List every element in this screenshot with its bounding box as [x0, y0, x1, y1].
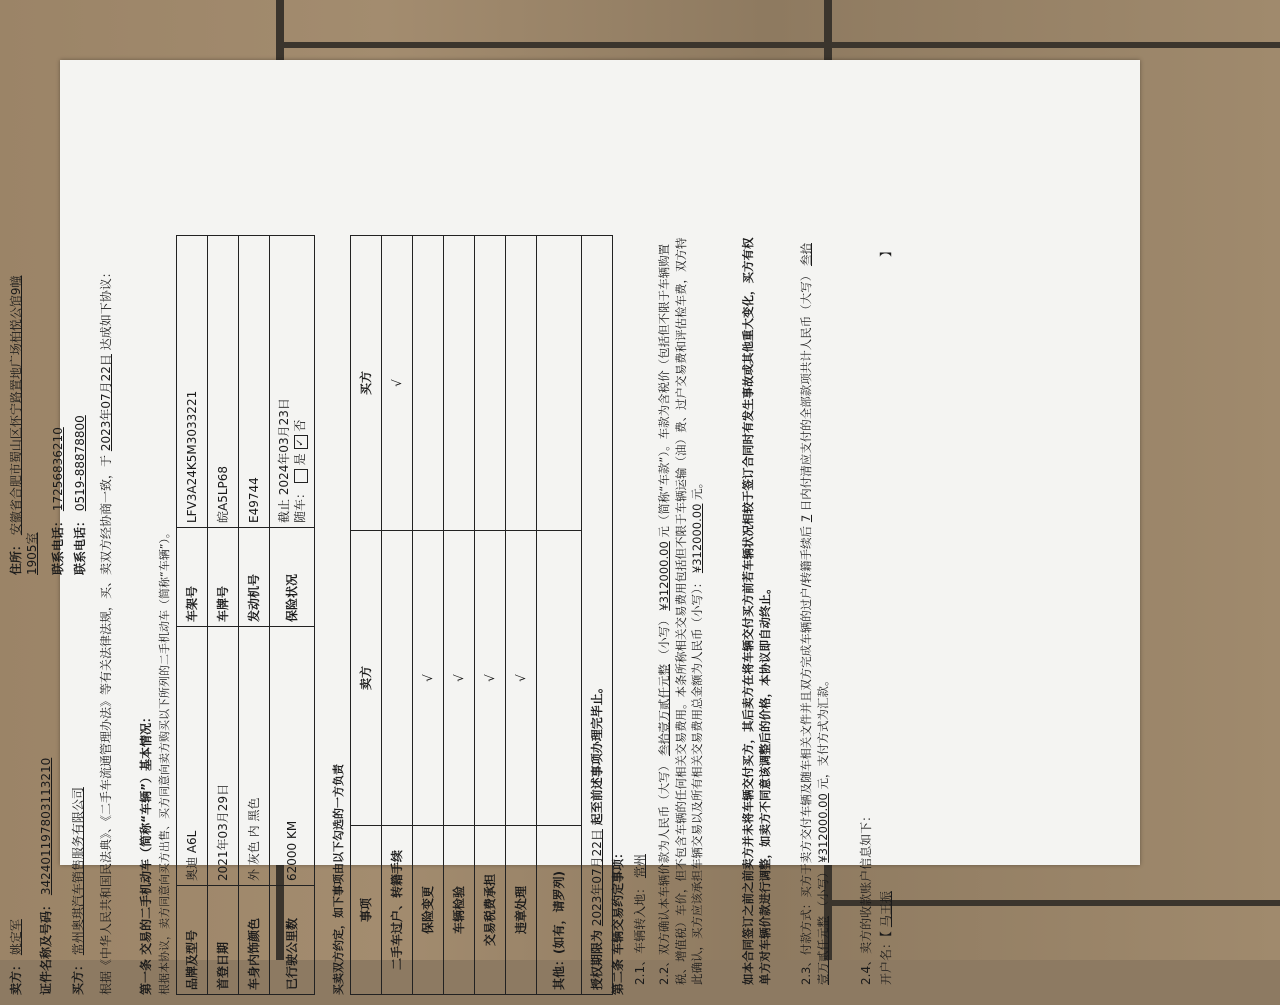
option-no-label: 否	[293, 419, 307, 432]
seller-mark: √	[444, 531, 475, 826]
table-row	[506, 236, 537, 995]
table-row	[270, 236, 315, 995]
buyer-mark	[537, 236, 582, 531]
seller-mark: √	[475, 531, 506, 826]
seller-label: 卖方：	[9, 958, 23, 995]
insurance-cell	[270, 236, 315, 528]
info-value: 奥迪 A6L	[177, 627, 208, 886]
seller-phone: 17256836210	[51, 427, 65, 512]
contract-paper	[9, 60, 1140, 995]
item-name: 二手车过户、转籍手续	[382, 826, 413, 995]
table-row	[582, 236, 613, 995]
clause-2-3-tail: 日内付清应支付的全部款项共计人民币（大写）	[799, 269, 813, 512]
clause-2-1-label: 2.1、车辆转入地：	[633, 881, 647, 985]
insurance-follow-line	[292, 240, 308, 523]
clause-2-3-text: 2.3、付款方式：买方于卖方交付车辆及随车相关文件并且双方完成车辆的过户/转籍手续后	[799, 525, 813, 985]
article1-heading: 第一条 交易的二手机动车（简称“车辆”）基本情况：	[139, 711, 153, 995]
item-name: 交易税费承担	[475, 826, 506, 995]
account-holder-label: 开户名：【	[879, 930, 893, 985]
seller-phone-line	[50, 427, 66, 575]
clause-2-2-text: 2.2、双方确认本车辆价款为人民币（大写）	[657, 759, 671, 985]
buyer-mark	[506, 236, 537, 531]
insurance-expiry: 截止 2024年03月23日	[276, 398, 291, 523]
buyer-mark	[475, 236, 506, 531]
intro-paragraph	[98, 235, 114, 995]
costs-lead: 买卖双方约定，如下事项由以下勾选的一方负责	[332, 764, 345, 995]
table-row	[177, 236, 208, 995]
info-key: 品牌及型号	[177, 886, 208, 995]
table-row	[239, 236, 270, 995]
buyer-label: 买方：	[71, 958, 85, 995]
account-holder-line	[878, 245, 894, 985]
clause-2-2	[656, 235, 706, 985]
checkbox-no[interactable]: ✓	[294, 435, 308, 449]
bold-notice: 如本合同签订之前之前卖方并未将车辆交付买方，其后卖方在将车辆交付买方前若车辆状况相较于签订合同时有发生事故或其他重大变化，买方有权单方对车辆价款进行调整，如卖方不同意该调整后的价格，本协议即自动终止。	[741, 237, 772, 985]
article2-heading: 第二条 车辆交易约定事项：	[611, 846, 625, 995]
column-header: 事项	[351, 826, 382, 995]
clause-2-3-amount-cn: 叁拾壹万贰仟元整	[799, 243, 830, 985]
clause-2-3-days: 7	[799, 514, 813, 523]
info-key: 车牌号	[208, 528, 239, 627]
clause-2-1-value: 常州	[633, 854, 647, 879]
clause-2-2-fee: ¥312000.00	[690, 503, 705, 574]
clause-2-2-amount: ¥312000.00	[657, 541, 671, 611]
seller-name: 姚定军	[9, 919, 23, 956]
deadline-tail: 起至前述事项办理完毕止。	[589, 681, 604, 826]
info-key: 首登日期	[208, 886, 239, 995]
seller-mark: √	[413, 531, 444, 826]
table-row	[537, 236, 582, 995]
clause-2-2-unit: 元。	[690, 476, 705, 500]
intro-date: 2023年07月22日	[99, 354, 113, 452]
buyer-phone-line	[72, 415, 88, 575]
responsibility-table	[350, 235, 613, 995]
info-key: 已行驶公里数	[270, 886, 315, 995]
floor-grout-line	[284, 42, 1280, 48]
info-value: LFV3A24K5M3033221	[177, 236, 208, 528]
clause-2-3	[798, 235, 831, 985]
item-name: 保险变更	[413, 826, 444, 995]
info-key: 车架号	[177, 528, 208, 627]
buyer-mark: √	[382, 236, 413, 531]
clause-2-4: 2.4、卖方的收款账户信息如下：	[859, 809, 873, 985]
account-holder-end: 】	[879, 245, 893, 258]
intro-text: 根据《中华人民共和国民法典》、《二手车流通管理办法》等有关法律法规，买、卖双方经协商一致，于	[99, 454, 113, 995]
table-row	[413, 236, 444, 995]
buyer-mark	[413, 236, 444, 531]
table-row	[475, 236, 506, 995]
intro-text-end: 达成如下协议：	[99, 266, 113, 351]
contract-page	[0, 220, 1005, 1005]
clause-2-1	[632, 854, 648, 985]
column-header: 买方	[351, 236, 382, 531]
seller-id-label: 证件名称及号码：	[39, 898, 53, 995]
buyer-name: 常州奥琪汽车销售服务有限公司	[71, 787, 85, 956]
insurance-follow-label: 随车：	[293, 486, 307, 523]
info-value: 皖A5LP68	[208, 236, 239, 528]
info-value: 62000 KM	[270, 627, 315, 886]
table-row	[351, 236, 382, 995]
buyer-phone: 0519-88878800	[73, 415, 87, 512]
clause-2-2-small-label: （小写）	[657, 614, 671, 661]
table-row	[382, 236, 413, 995]
info-key: 车身内饰颜色	[239, 886, 270, 995]
deadline-label: 授权期限为	[589, 929, 604, 990]
info-value: E49744	[239, 236, 270, 528]
seller-address-line	[8, 245, 40, 575]
buyer-mark	[444, 236, 475, 531]
clause-2-2-tail: 元（简称“车款”）。车款为含税价（包括但不限于车辆购置税、增值税）车价，但不包含车辆的任何相关交易费用。本条所称相关交易费用包括但不限于车辆运输（油）费、过户交易费和评估检车费，双方特此确认，买方应该承担车辆交易以及所有相关交易费用总金额为人民币（小写）：	[657, 237, 705, 985]
info-key: 发动机号	[239, 528, 270, 627]
seller-line	[8, 919, 24, 995]
info-value: 2021年03月29日	[208, 627, 239, 886]
clause-2-3-amount: ¥312000.00	[815, 793, 830, 863]
clause-2-2-amount-cn: 叁拾壹万贰仟元整	[657, 664, 671, 757]
seller-address-label: 住所：	[9, 538, 23, 575]
seller-mark: √	[506, 531, 537, 826]
info-value: 外 灰色 内 黑色	[239, 627, 270, 886]
item-name: 车辆检验	[444, 826, 475, 995]
seller-phone-label: 联系电话：	[51, 514, 65, 575]
seller-mark	[382, 531, 413, 826]
article1-lead: 根据本协议，卖方同意向买方出售、买方同意向卖方购买以下所列的二手机动车（简称“车辆”）。	[158, 527, 171, 995]
deadline-date: 2023年07月22日	[589, 829, 604, 927]
table-row	[208, 236, 239, 995]
account-holder-name: 马王振	[879, 891, 893, 928]
seller-address: 安徽省合肥市蜀山区怀宁路置地广场柏悦公馆9幢1905室	[9, 275, 40, 575]
column-header: 卖方	[351, 531, 382, 826]
info-key: 保险状况	[270, 528, 315, 627]
item-name: 违章处理	[506, 826, 537, 995]
seller-id-line	[38, 758, 54, 995]
table-row	[444, 236, 475, 995]
checkbox-yes[interactable]	[294, 469, 308, 483]
buyer-line	[70, 787, 86, 995]
seller-mark	[537, 531, 582, 826]
seller-id: 342401197803113210	[39, 757, 53, 896]
option-yes-label: 是	[293, 453, 307, 466]
deadline-cell	[582, 236, 613, 995]
clause-2-3-end: 元，支付方式为汇款。	[815, 674, 830, 790]
item-name: 其他：(如有，请罗列)	[537, 826, 582, 995]
vehicle-info-table	[176, 235, 315, 995]
clause-2-3-small-label: （小写）	[815, 866, 830, 913]
buyer-phone-label: 联系电话：	[73, 514, 87, 575]
